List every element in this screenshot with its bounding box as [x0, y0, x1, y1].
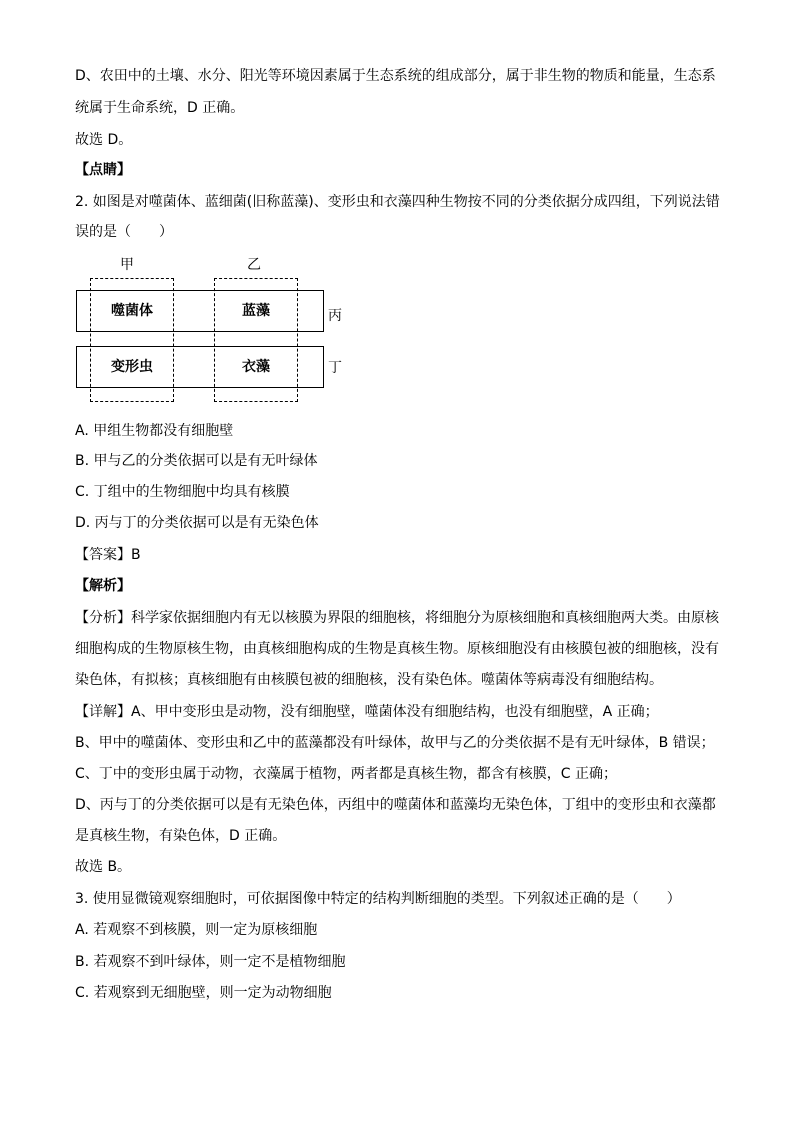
detail-text: 是真核生物，有染色体，D 正确。 — [75, 828, 287, 844]
group-yi-box — [214, 278, 298, 402]
detail-text: D、丙与丁的分类依据可以是有无染色体，丙组中的噬菌体和蓝藻均无染色体，丁组中的变形虫和衣藻都 — [75, 797, 716, 813]
group-jia-box — [90, 278, 174, 402]
q2-option-c: C. 丁组中的生物细胞中均具有核膜 — [75, 484, 290, 500]
detail-text: 【详解】A、甲中变形虫是动物，没有细胞壁，噬菌体没有细胞结构，也没有细胞壁，A 正确； — [75, 704, 659, 720]
section-label-dianjing: 【点睛】 — [75, 162, 131, 178]
question-2-stem: 2. 如图是对噬菌体、蓝细菌(旧称蓝藻)、变形虫和衣藻四种生物按不同的分类依据分成四组，下列说法错 — [75, 194, 720, 210]
text-line: D、农田中的土壤、水分、阳光等环境因素属于生态系统的组成部分，属于非生物的物质和能量，生态系 — [75, 68, 716, 84]
analysis-heading: 【解析】 — [75, 578, 131, 594]
label-jia: 甲 — [120, 257, 134, 273]
label-yi: 乙 — [247, 257, 261, 273]
conclusion-text: 故选 B。 — [75, 859, 132, 875]
q3-option-c: C. 若观察到无细胞壁，则一定为动物细胞 — [75, 985, 332, 1001]
detail-text: C、丁中的变形虫属于动物，衣藻属于植物，两者都是真核生物，都含有核膜，C 正确； — [75, 766, 617, 782]
q2-option-a: A. 甲组生物都没有细胞壁 — [75, 423, 234, 439]
cell-chlamydomonas: 衣藻 — [242, 359, 270, 375]
q2-option-d: D. 丙与丁的分类依据可以是有无染色体 — [75, 515, 319, 531]
cell-bacteriophage: 噬菌体 — [111, 303, 153, 319]
text-line: 故选 D。 — [75, 132, 133, 148]
answer-line: 【答案】B — [75, 547, 141, 563]
q3-option-a: A. 若观察不到核膜，则一定为原核细胞 — [75, 922, 318, 938]
cell-cyanobacteria: 蓝藻 — [242, 303, 270, 319]
detail-text: B、甲中的噬菌体、变形虫和乙中的蓝藻都没有叶绿体，故甲与乙的分类依据不是有无叶绿体，B 错误； — [75, 735, 715, 751]
question-2-stem-cont: 误的是（ ） — [75, 224, 173, 240]
text-line: 统属于生命系统，D 正确。 — [75, 100, 245, 116]
label-bing: 丙 — [328, 308, 342, 324]
classification-diagram — [60, 252, 360, 410]
analysis-text: 染色体，有拟核；真核细胞有由核膜包被的细胞核，没有染色体。噬菌体等病毒没有细胞结构。 — [75, 672, 663, 688]
cell-amoeba: 变形虫 — [111, 359, 153, 375]
q2-option-b: B. 甲与乙的分类依据可以是有无叶绿体 — [75, 453, 318, 469]
q3-option-b: B. 若观察不到叶绿体，则一定不是植物细胞 — [75, 954, 346, 970]
analysis-text: 【分析】科学家依据细胞内有无以核膜为界限的细胞核，将细胞分为原核细胞和真核细胞两大类。由原核 — [75, 610, 719, 626]
question-3-stem: 3. 使用显微镜观察细胞时，可依据图像中特定的结构判断细胞的类型。下列叙述正确的是（ ） — [75, 891, 681, 907]
analysis-text: 细胞构成的生物原核生物，由真核细胞构成的生物是真核生物。原核细胞没有由核膜包被的细胞核，没有 — [75, 641, 719, 657]
label-ding: 丁 — [328, 360, 342, 376]
